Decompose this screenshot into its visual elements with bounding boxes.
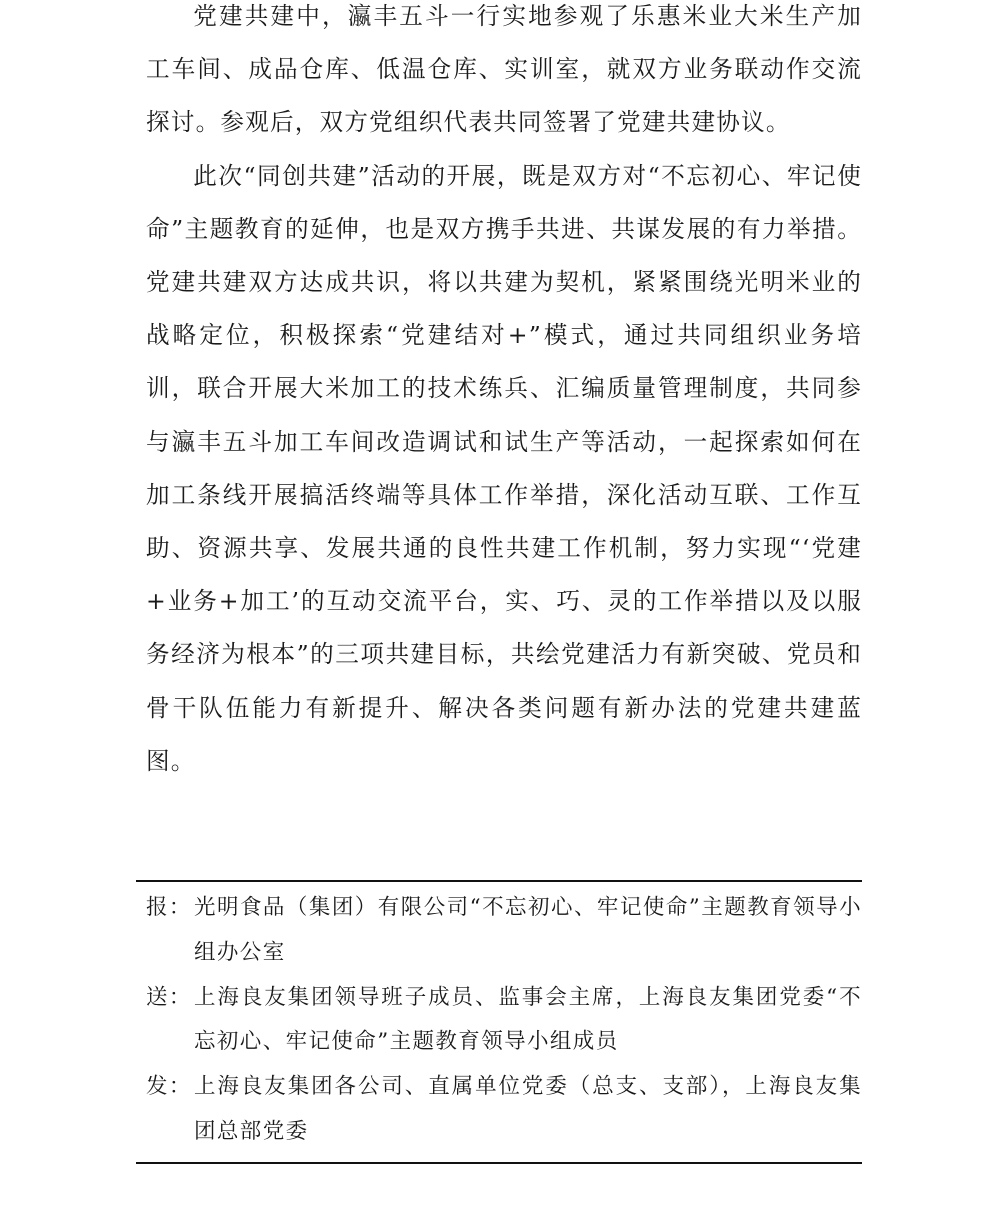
distribution-list <box>136 882 862 1162</box>
paragraph-activity: 此次“同创共建”活动的开展，既是双方对“不忘初心、牢记使命”主题教育的延伸，也是双方携手共进、共谋发展的有力举措。党建共建双方达成共识，将以共建为契机，紧紧围绕光明米业的战略定位，积极探索“党建结对+”模式，通过共同组织业务培训，联合开展大米加工的技术练兵、汇编质量管理制度，共同参与瀛丰五斗加工车间改造调试和试生产等活动，一起探索如何在加工条线开展搞活终端等具体工作举措，深化活动互联、工作互助、资源共享、发展共通的良性共建工作机制，努力实现“‘党建+业务+加工’的互动交流平台，实、巧、灵的工作举措以及以服务经济为根本”的三项共建目标，共绘党建活力有新突破、党员和骨干队伍能力有新提升、解决各类问题有新办法的党建共建蓝图。 <box>146 161 862 775</box>
issue-to-label: 发： <box>146 1074 192 1100</box>
paragraph-visit: 党建共建中，瀛丰五斗一行实地参观了乐惠米业大米生产加工车间、成品仓库、低温仓库、实训室，就双方业务联动作交流探讨。参观后，双方党组织代表共同签署了党建共建协议。 <box>146 2 862 137</box>
report-to-text: 光明食品（集团）有限公司“不忘初心、牢记使命”主题教育领导小组办公室 <box>194 895 862 965</box>
send-to-row <box>146 976 862 1066</box>
bottom-divider <box>136 1162 862 1164</box>
report-to-label: 报： <box>146 895 192 920</box>
distribution-block <box>136 880 862 1164</box>
send-to-text: 上海良友集团领导班子成员、监事会主席，上海良友集团党委“不忘初心、牢记使命”主题教育领导小组成员 <box>194 984 862 1055</box>
report-to-row <box>146 886 862 976</box>
document-body <box>146 0 862 788</box>
send-to-label: 送： <box>146 984 192 1010</box>
issue-to-text: 上海良友集团各公司、直属单位党委（总支、支部），上海良友集团总部党委 <box>194 1074 862 1144</box>
issue-to-row <box>146 1065 862 1155</box>
